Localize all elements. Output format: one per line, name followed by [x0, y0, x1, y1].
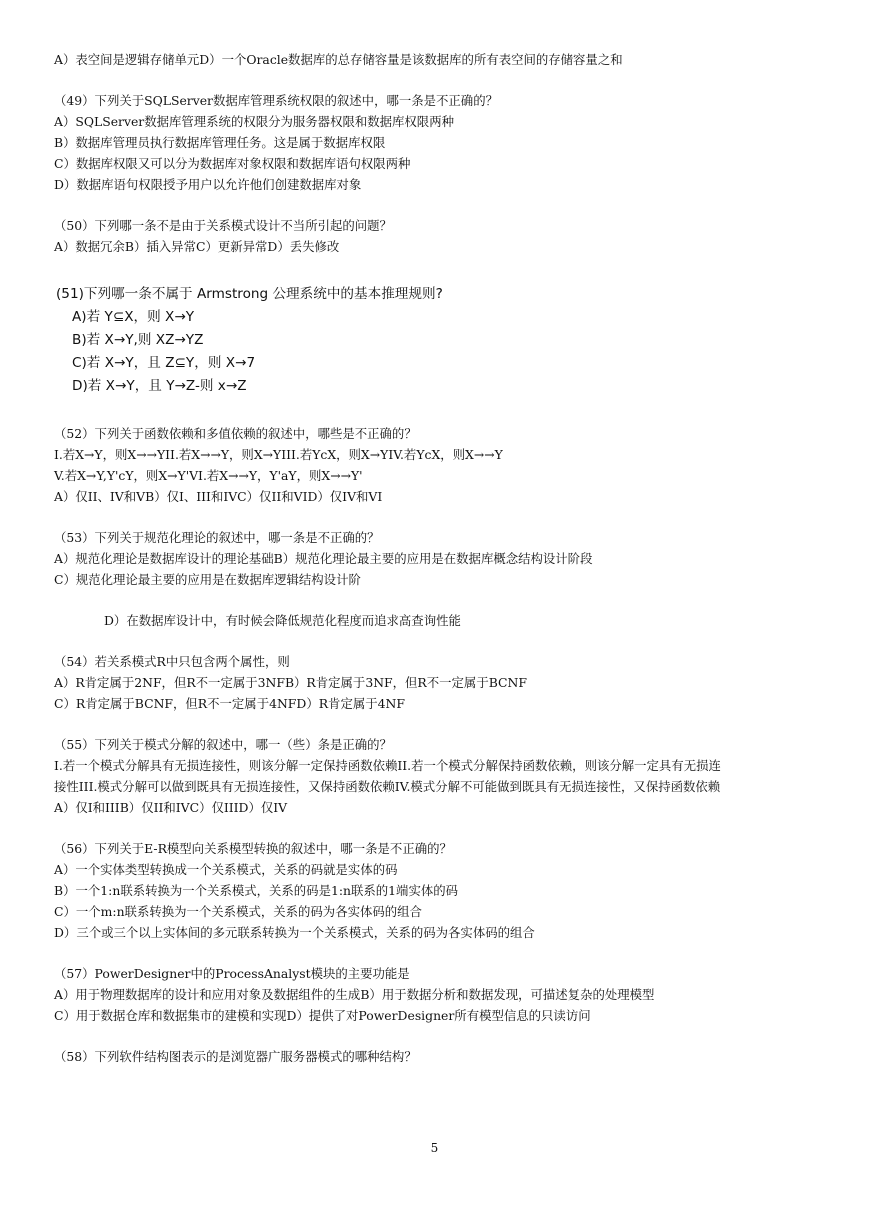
- q57-title: （57）PowerDesigner中的ProcessAnalyst模块的主要功能是: [54, 966, 410, 981]
- q52-title: （52）下列关于函数依赖和多值依赖的叙述中，哪些是不正确的？: [54, 426, 417, 441]
- q57-option-c-d: C）用于数据仓库和数据集市的建模和实现D）提供了对PowerDesigner所有模型信息的只读访问: [54, 1008, 591, 1023]
- q58-title: （58）下列软件结构图表示的是浏览器广服务器模式的哪种结构？: [54, 1049, 417, 1064]
- q57-option-a-b: A）用于物理数据库的设计和应用对象及数据组件的生成B）用于数据分析和数据发现，可描述复杂的处理模型: [54, 987, 655, 1002]
- q50-options: A）数据冗余B）插入异常C）更新异常D）丢失修改: [54, 239, 340, 254]
- q55-title: （55）下列关于模式分解的叙述中，哪一（些）条是正确的？: [54, 737, 392, 752]
- q48-option-a-d: A）表空间是逻辑存储单元D）一个Oracle数据库的总存储容量是该数据库的所有表空间的存储容量之和: [54, 52, 623, 67]
- q49-option-d: D）数据库语句权限授予用户以允许他们创建数据库对象: [54, 177, 362, 192]
- q56-option-d: D）三个或三个以上实体间的多元联系转换为一个关系模式，关系的码为各实体码的组合: [54, 925, 535, 940]
- q53-option-c: C）规范化理论最主要的应用是在数据库逻辑结构设计阶: [54, 572, 361, 587]
- q53-option-a-b: A）规范化理论是数据库设计的理论基础B）规范化理论最主要的应用是在数据库概念结构设计阶段: [54, 551, 593, 566]
- q53-option-d: D）在数据库设计中，有时候会降低规范化程度而追求高查询性能: [104, 613, 461, 628]
- q51-option-a: A)若 Y⊆X，则 X→Y: [72, 309, 195, 325]
- q54-option-c-d: C）R肯定属于BCNF，但R不一定属于4NFD）R肯定属于4NF: [54, 696, 405, 711]
- q56-option-b: B）一个1:n联系转换为一个关系模式，关系的码是1:n联系的1端实体的码: [54, 883, 459, 898]
- q54-title: （54）若关系模式R中只包含两个属性，则: [54, 654, 290, 669]
- q50-title: （50）下列哪一条不是由于关系模式设计不当所引起的问题？: [54, 218, 392, 233]
- q51-title: (51)下列哪一条不属于 Armstrong 公理系统中的基本推理规则?: [56, 286, 443, 302]
- q49-option-b: B）数据库管理员执行数据库管理任务。这是属于数据库权限: [54, 135, 386, 150]
- page-number: 5: [430, 1141, 439, 1155]
- q55-statements-1: I.若一个模式分解具有无损连接性，则该分解一定保持函数依赖II.若一个模式分解保持函数依赖，则该分解一定具有无损连: [54, 758, 721, 773]
- q54-option-a-b: A）R肯定属于2NF，但R不一定属于3NFB）R肯定属于3NF，但R不一定属于BCNF: [54, 675, 527, 690]
- q51-option-c: C)若 X→Y，且 Z⊆Y，则 X→7: [72, 355, 256, 371]
- q55-options: A）仅I和IIIB）仅II和IVC）仅IIID）仅IV: [54, 800, 288, 815]
- q53-title: （53）下列关于规范化理论的叙述中，哪一条是不正确的？: [54, 530, 380, 545]
- q56-title: （56）下列关于E-R模型向关系模型转换的叙述中，哪一条是不正确的？: [54, 841, 452, 856]
- q49-option-a: A）SQLServer数据库管理系统的权限分为服务器权限和数据库权限两种: [54, 114, 454, 129]
- q51-option-d: D)若 X→Y，且 Y→Z-则 x→Z: [72, 378, 247, 394]
- q51-option-b: B)若 X→Y,则 XZ→YZ: [72, 332, 204, 348]
- q56-option-a: A）一个实体类型转换成一个关系模式，关系的码就是实体的码: [54, 862, 398, 877]
- q52-statements-1: I.若X→Y，则X→→YII.若X→→Y，则X→YIII.若YcX，则X→YIV.若YcX，则X→→Y: [54, 447, 503, 462]
- q56-option-c: C）一个m:n联系转换为一个关系模式，关系的码为各实体码的组合: [54, 904, 422, 919]
- q52-statements-2: V.若X→Y,Y'cY，则X→Y'VI.若X→→Y，Y'aY，则X→→Y': [54, 468, 363, 483]
- q55-statements-2: 接性III.模式分解可以做到既具有无损连接性，又保持函数依赖IV.模式分解不可能做到既具有无损连接性，又保持函数依赖: [54, 779, 721, 794]
- q52-options: A）仅II、IV和VB）仅I、III和IVC）仅II和VID）仅IV和VI: [54, 489, 383, 504]
- q49-option-c: C）数据库权限又可以分为数据库对象权限和数据库语句权限两种: [54, 156, 411, 171]
- q49-title: （49）下列关于SQLServer数据库管理系统权限的叙述中，哪一条是不正确的？: [54, 93, 498, 108]
